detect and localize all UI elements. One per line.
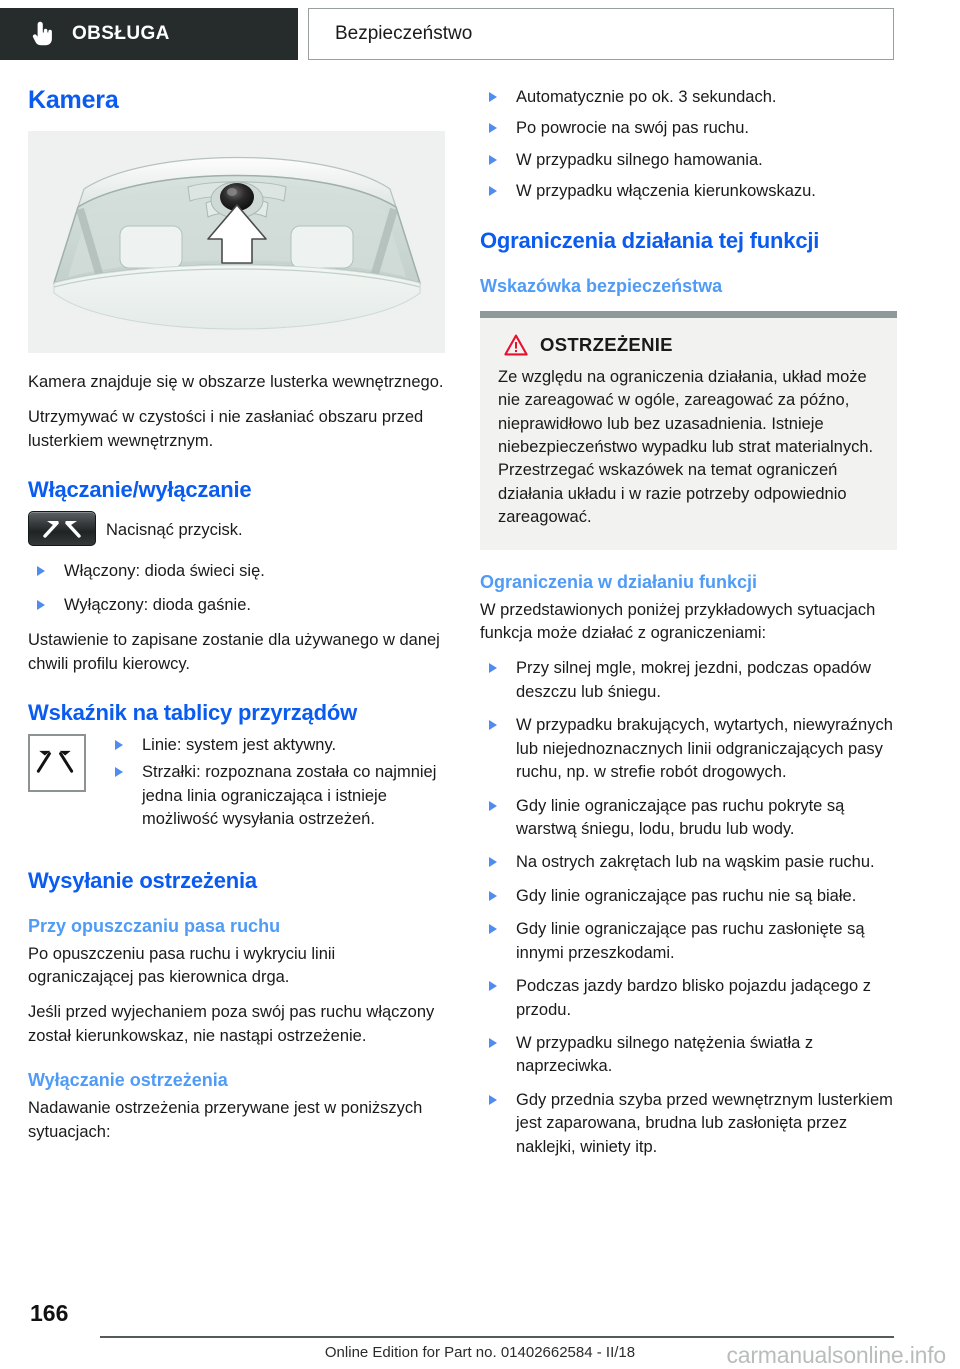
toggle-button-row [28, 511, 445, 546]
bullet-triangle-icon [489, 891, 497, 901]
list-item-text: W przypadku silnego natężenia światła z naprzeciwka. [516, 1033, 814, 1076]
list-item [480, 657, 897, 704]
breadcrumb[interactable] [308, 8, 894, 60]
list-item [480, 885, 897, 908]
list-item [480, 1032, 897, 1079]
list-item-text: Przy silnej mgle, mokrej jezdni, podczas opadów deszczu lub śniegu. [516, 659, 871, 701]
lane-departure-indicator-glyph [30, 736, 80, 786]
warning-box-title-row [498, 334, 879, 356]
list-item-text: Gdy przednia szyba przed wewnętrznym lusterkiem jest zaparowana, brudna lub zasłonięta przez naklejki, winiety itp. [516, 1090, 893, 1156]
cluster-icon-cell [28, 734, 106, 792]
subsection-title-warning-off: Wyłączanie ostrzeżenia [28, 1070, 228, 1091]
list-item-text: Na ostrych zakrętach lub na wąskim pasie ruchu. [516, 853, 875, 872]
camera-location-illustration [28, 131, 445, 353]
header-section-tab[interactable] [0, 8, 298, 60]
list-item-text: Gdy linie ograniczające pas ruchu pokryte są warstwą śniegu, lodu, brudu lub wody. [516, 796, 845, 839]
list-item [480, 851, 897, 874]
bullet-triangle-icon [489, 663, 497, 673]
warning-triangle-icon [504, 334, 528, 356]
breadcrumb-label: Bezpieczeństwo [335, 23, 473, 44]
watermark-text: carmanualsonline.info [726, 1342, 946, 1368]
section-title-cluster: Wskaźnik na tablicy przyrządów [28, 699, 357, 725]
list-item-text: W przypadku włączenia kierunkowskazu. [516, 182, 816, 201]
list-item-text: Gdy linie ograniczające pas ruchu nie są białe. [516, 886, 857, 905]
bullet-triangle-icon [489, 123, 497, 133]
warning-box-top-bar [480, 311, 897, 318]
list-item-text: Linie: system jest aktywny. [142, 735, 337, 754]
list-item-text: Włączony: dioda świeci się. [64, 562, 265, 581]
warning-box-text: Ze względu na ograniczenia działania, układ może nie zareagować w ogóle, zareagować za późno, nieprawidłowo lub bez uzasadnienia. Istnieje niebezpieczeństwo wypadku lub strat materialnych. Przestrzegać wskazówek na temat ograniczeń działania układu i w razie potrzeby odpowiednio zareagować. [498, 367, 874, 527]
toggle-profile-note: Ustawienie to zapisane zostanie dla używanego w danej chwili profilu kierowcy. [28, 631, 440, 673]
camera-clean-paragraph: Utrzymywać w czystości i nie zasłaniać obszaru przed lusterkiem wewnętrznym. [28, 408, 424, 450]
windshield-camera-figure [28, 131, 445, 353]
bullet-triangle-icon [489, 1095, 497, 1105]
lane-departure-paragraph-2: Jeśli przed wyjechaniem poza swój pas ruchu włączony został kierunkowskaz, nie nastąpi ostrzeżenie. [28, 1003, 435, 1045]
list-item [480, 117, 897, 140]
list-item [480, 975, 897, 1022]
function-limits-list [480, 657, 897, 1159]
bullet-triangle-icon [489, 92, 497, 102]
list-item [480, 86, 897, 109]
list-item-text: Po powrocie na swój pas ruchu. [516, 119, 749, 138]
list-item [28, 560, 445, 583]
list-item [480, 714, 897, 784]
footer-divider [100, 1336, 894, 1338]
function-limits-intro: W przedstawionych poniżej przykładowych sytuacjach funkcja może działać z ograniczeniami: [480, 600, 876, 643]
list-item-text: W przypadku brakujących, wytartych, niewyraźnych lub niejednoznacznych linii odgraniczających pasy ruchu, np. w strefie robót drogowych. [516, 716, 893, 782]
toggle-state-list [28, 560, 445, 617]
list-item [480, 1089, 897, 1159]
camera-location-paragraph: Kamera znajduje się w obszarze lusterka wewnętrznego. [28, 373, 444, 391]
pointing-hand-icon [32, 21, 54, 47]
list-item [106, 734, 445, 757]
cluster-bullets [106, 734, 445, 832]
subsection-title-function-limits: Ograniczenia w działaniu funkcji [480, 571, 758, 592]
bullet-triangle-icon [489, 186, 497, 196]
cluster-indicator-list [106, 734, 445, 844]
page-header [0, 0, 960, 68]
bullet-triangle-icon [489, 155, 497, 165]
toggle-button-icon-cell [28, 511, 106, 546]
section-title-limits: Ograniczenia działania tej funkcji [480, 227, 820, 253]
lane-departure-glyph [29, 512, 95, 545]
cluster-indicator-row [28, 734, 445, 844]
right-column [480, 86, 897, 1171]
page-number: 166 [30, 1300, 69, 1326]
list-item [28, 594, 445, 617]
bullet-triangle-icon [115, 767, 123, 777]
list-item-text: Podczas jazdy bardzo blisko pojazdu jadącego z przodu. [516, 977, 871, 1019]
list-item [106, 761, 445, 831]
subsection-title-safety-hint: Wskazówka bezpieczeństwa [480, 275, 723, 296]
warning-box-content [480, 318, 897, 550]
list-item [480, 180, 897, 203]
section-title-toggle: Włączanie/wyłączanie [28, 477, 252, 503]
subsection-title-lane-departure: Przy opuszczaniu pasa ruchu [28, 915, 281, 936]
bullet-triangle-icon [489, 720, 497, 730]
section-title-warning-issue: Wysyłanie ostrzeżenia [28, 867, 257, 893]
list-item-text: Wyłączony: dioda gaśnie. [64, 595, 251, 614]
lane-departure-paragraph-1: Po opuszczeniu pasa ruchu i wykryciu linii ograniczającej pas kierownica drga. [28, 944, 336, 987]
list-item-text: Strzałki: rozpoznana została co najmniej jedna linia ograniczająca i istnieje możliwość wysyłania ostrzeżeń. [142, 763, 437, 829]
bullet-triangle-icon [489, 924, 497, 934]
warning-box-title: OSTRZEŻENIE [540, 333, 673, 355]
warning-off-paragraph: Nadawanie ostrzeżenia przerywane jest w poniższych sytuacjach: [28, 1099, 423, 1141]
header-tab-label: OBSŁUGA [72, 23, 170, 44]
footer-edition-text: Online Edition for Part no. 01402662584 - II/18 [324, 1344, 636, 1361]
page-title: Kamera [28, 86, 119, 114]
list-item-text: Gdy linie ograniczające pas ruchu zasłonięte są innymi przeszkodami. [516, 920, 865, 962]
toggle-button-text: Nacisnąć przycisk. [106, 521, 243, 540]
left-column [28, 86, 445, 1156]
warning-box [480, 311, 897, 550]
list-item-text: W przypadku silnego hamowania. [516, 150, 763, 169]
list-item [480, 918, 897, 965]
list-item-text: Automatycznie po ok. 3 sekundach. [516, 88, 777, 106]
list-item [480, 795, 897, 842]
bullet-triangle-icon [489, 981, 497, 991]
lane-departure-indicator-icon [28, 734, 86, 792]
bullet-triangle-icon [37, 566, 45, 576]
bullet-triangle-icon [489, 801, 497, 811]
bullet-triangle-icon [115, 740, 123, 750]
list-item [480, 149, 897, 172]
warning-off-conditions-list [480, 86, 897, 204]
lane-departure-button-icon [28, 511, 96, 546]
bullet-triangle-icon [37, 600, 45, 610]
bullet-triangle-icon [489, 857, 497, 867]
bullet-triangle-icon [489, 1038, 497, 1048]
